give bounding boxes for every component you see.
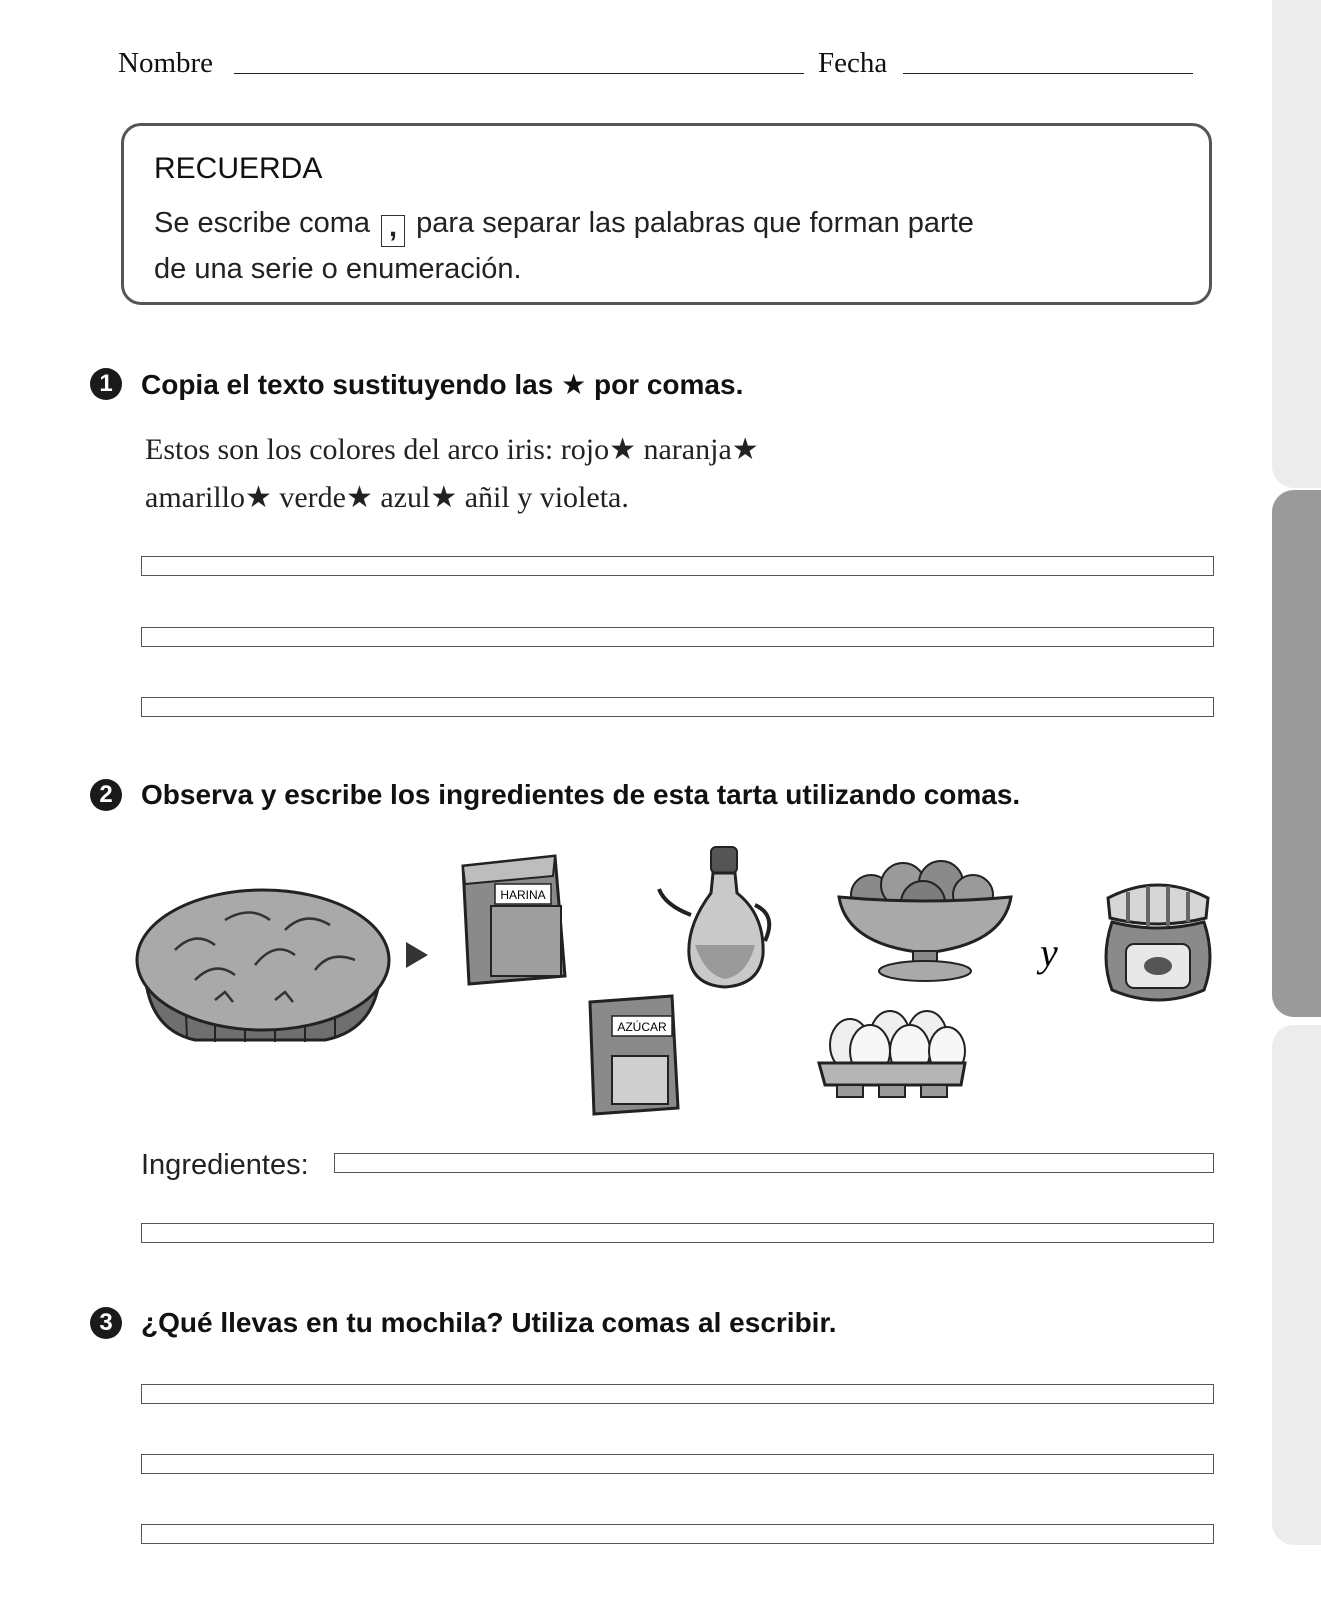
sugar-label: AZÚCAR — [617, 1020, 667, 1034]
exercise-1-text-line2: amarillo★ verde★ azul★ añil y violeta. — [145, 481, 629, 514]
answer-line-1-2[interactable] — [141, 627, 1214, 647]
exercise-3-instruction: ¿Qué llevas en tu mochila? Utiliza comas al escribir. — [141, 1307, 837, 1338]
answer-line-3-2[interactable] — [141, 1454, 1214, 1474]
answer-line-3-3[interactable] — [141, 1524, 1214, 1544]
answer-line-1-3[interactable] — [141, 697, 1214, 717]
name-field[interactable] — [234, 73, 804, 74]
name-label: Nombre — [118, 47, 214, 79]
side-tab-top — [1272, 0, 1321, 488]
flour-label: HARINA — [500, 888, 546, 902]
recuerda-box — [121, 123, 1212, 305]
recuerda-title: RECUERDA — [154, 152, 323, 185]
tart-icon — [125, 880, 395, 1060]
and-word — [1036, 930, 1076, 985]
recuerda-text-before: Se escribe coma — [154, 207, 370, 239]
answer-line-3-1[interactable] — [141, 1384, 1214, 1404]
exercise-1-instruction: Copia el texto sustituyendo las ★ por comas. — [141, 369, 744, 400]
date-field[interactable] — [903, 73, 1193, 74]
exercise-3-number: 3 — [90, 1307, 122, 1339]
recuerda-text-after: para separar las palabras que forman parte — [416, 207, 974, 239]
arrow-right-icon — [404, 940, 430, 970]
svg-text:y: y — [1040, 930, 1058, 975]
exercise-1-text — [145, 426, 759, 522]
answer-line-2-2[interactable] — [141, 1223, 1214, 1243]
comma-symbol: , — [381, 215, 405, 247]
side-tab-middle — [1272, 490, 1321, 1017]
exercise-2-number: 2 — [90, 779, 122, 811]
exercise-1-number: 1 — [90, 368, 122, 400]
oil-bottle-icon — [655, 845, 780, 995]
exercise-2-instruction: Observa y escribe los ingredientes de esta tarta utilizando comas. — [141, 779, 1021, 810]
recuerda-text-line2: de una serie o enumeración. — [154, 253, 522, 285]
side-tab-bottom — [1272, 1025, 1321, 1545]
apple-bowl-icon — [833, 845, 1018, 990]
recuerda-text — [154, 201, 974, 292]
sugar-bag-icon — [584, 990, 684, 1120]
eggs-carton-icon — [815, 1005, 970, 1105]
ingredients-label: Ingredientes: — [141, 1149, 309, 1181]
exercise-1-text-line1: Estos son los colores del arco iris: rojo★ naranja★ — [145, 433, 759, 466]
flour-bag-icon — [455, 848, 570, 988]
jam-jar-icon — [1098, 878, 1218, 1013]
answer-line-2-1[interactable] — [334, 1153, 1214, 1173]
answer-line-1-1[interactable] — [141, 556, 1214, 576]
date-label: Fecha — [818, 47, 888, 79]
